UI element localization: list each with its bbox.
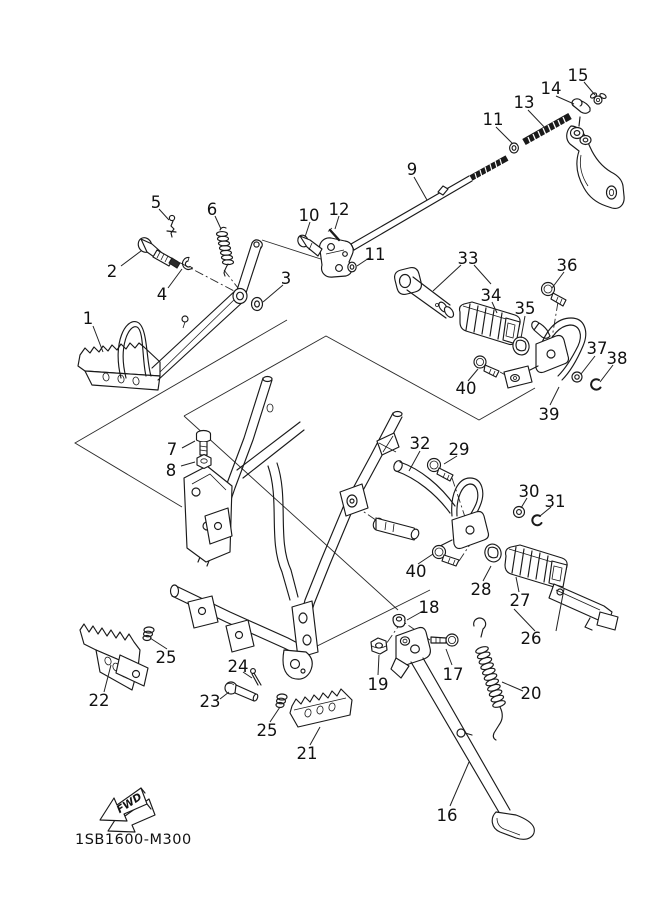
callout-label-32: 32: [409, 434, 431, 453]
callout-leader-37: [581, 356, 595, 374]
callout-leader-26: [514, 609, 535, 631]
frame: [171, 377, 403, 680]
callout-label-1: 1: [82, 309, 94, 328]
callout-leader-27: [516, 577, 519, 592]
callout-leader-33: [433, 265, 461, 291]
callout-leader-25: [270, 707, 280, 722]
callout-label-34: 34: [480, 286, 502, 305]
callout-leader-8: [181, 462, 195, 466]
nut-19: [371, 638, 387, 654]
grommet-25-left: [143, 627, 154, 641]
callout-label-3: 3: [280, 269, 292, 288]
callout-label-26: 26: [520, 629, 542, 648]
callout-label-7: 7: [166, 440, 178, 459]
callout-label-4: 4: [156, 285, 168, 304]
callout-label-9: 9: [406, 160, 418, 179]
footrest-bar-33: [395, 268, 456, 319]
callout-label-28: 28: [470, 580, 492, 599]
callout-label-35: 35: [514, 299, 536, 318]
bolt-40-upper: [474, 356, 499, 377]
side-stand-16: [391, 628, 534, 840]
footrest-bracket-26: [549, 584, 618, 630]
callout-label-18: 18: [418, 598, 440, 617]
callout-label-13: 13: [513, 93, 535, 112]
callout-label-33: 33: [457, 249, 479, 268]
callout-label-27: 27: [509, 591, 531, 610]
callout-label-17: 17: [442, 665, 464, 684]
spring-6: [217, 227, 234, 276]
stand-spring-20: [474, 618, 506, 740]
fwd-label: FWD: [114, 790, 145, 817]
washer-28: [482, 542, 503, 564]
callout-leader-21: [310, 727, 320, 745]
callout-label-24: 24: [227, 657, 249, 676]
callout-label-29: 29: [448, 440, 470, 459]
callout-label-14: 14: [540, 79, 562, 98]
stay-bracket-32: [372, 459, 489, 548]
bolt-29: [428, 459, 454, 482]
callout-leader-13: [528, 110, 548, 131]
pin-23: [225, 682, 259, 702]
callout-label-11: 11: [364, 245, 386, 264]
wing-bolt-15: [590, 92, 607, 104]
callout-leader-16: [450, 762, 469, 806]
callout-label-19: 19: [367, 675, 389, 694]
callout-label-38: 38: [606, 349, 628, 368]
callout-label-40: 40: [405, 562, 427, 581]
callout-label-21: 21: [296, 744, 318, 763]
bolt-17: [431, 634, 458, 646]
callout-leader-35: [521, 316, 525, 338]
callout-label-8: 8: [165, 461, 177, 480]
callout-label-12: 12: [328, 200, 350, 219]
collar-14: [572, 99, 590, 126]
callout-label-25: 25: [256, 721, 278, 740]
washer-11-lower: [348, 262, 356, 272]
nut-8: [197, 455, 211, 469]
clip-31: [532, 515, 541, 525]
callout-leader-17: [446, 649, 452, 665]
fwd-arrow: [100, 788, 155, 832]
callout-leader-28: [483, 566, 491, 581]
callout-label-36: 36: [556, 256, 578, 275]
callout-label-10: 10: [298, 206, 320, 225]
callout-leader-19: [378, 655, 379, 675]
spacer-collar: [530, 320, 550, 339]
callout-leader-11: [496, 127, 512, 143]
callout-label-11: 11: [482, 110, 504, 129]
callout-label-5: 5: [150, 193, 162, 212]
callout-label-20: 20: [520, 684, 542, 703]
cotter-pin-24: [251, 669, 261, 685]
callout-label-2: 2: [106, 262, 118, 281]
footpeg-21: [290, 689, 352, 727]
callout-label-15: 15: [567, 66, 589, 85]
callout-leader-9: [414, 177, 427, 200]
washer-37: [572, 372, 582, 382]
callout-leader-7: [182, 441, 195, 448]
callout-label-22: 22: [88, 691, 110, 710]
brake-lever-arm: [567, 126, 624, 208]
callout-leader-39: [550, 387, 559, 405]
callout-label-37: 37: [586, 339, 608, 358]
bolt-40-lower: [433, 546, 460, 567]
callout-label-31: 31: [544, 492, 566, 511]
callout-label-6: 6: [206, 200, 218, 219]
bolt-7: [197, 431, 211, 456]
callout-leader-23: [220, 692, 229, 699]
rod-joint-clevis: [320, 238, 354, 277]
callout-leader-2: [121, 251, 141, 266]
grommet-25-right: [276, 694, 287, 708]
callout-layer: [83, 66, 628, 825]
footrest-rubber-34: [460, 302, 521, 345]
callout-leader-4: [168, 269, 182, 288]
clip-38: [591, 379, 600, 389]
washer-4: [183, 257, 193, 269]
footrest-rubber-27: [505, 545, 567, 588]
callout-label-30: 30: [518, 482, 540, 501]
callout-label-23: 23: [199, 692, 221, 711]
callout-label-16: 16: [436, 806, 458, 825]
washer-3: [252, 298, 263, 311]
bushing-18: [393, 614, 405, 627]
part-code: 1SB1600-M300: [75, 832, 192, 848]
washer-30: [514, 507, 525, 518]
bolt-2: [136, 235, 180, 268]
front-footrest-left-group: [372, 459, 618, 631]
brake-rod-9: [351, 158, 507, 250]
callout-label-40: 40: [455, 379, 477, 398]
callout-label-25: 25: [155, 648, 177, 667]
callout-label-39: 39: [538, 405, 560, 424]
washer-11-upper: [510, 143, 519, 153]
